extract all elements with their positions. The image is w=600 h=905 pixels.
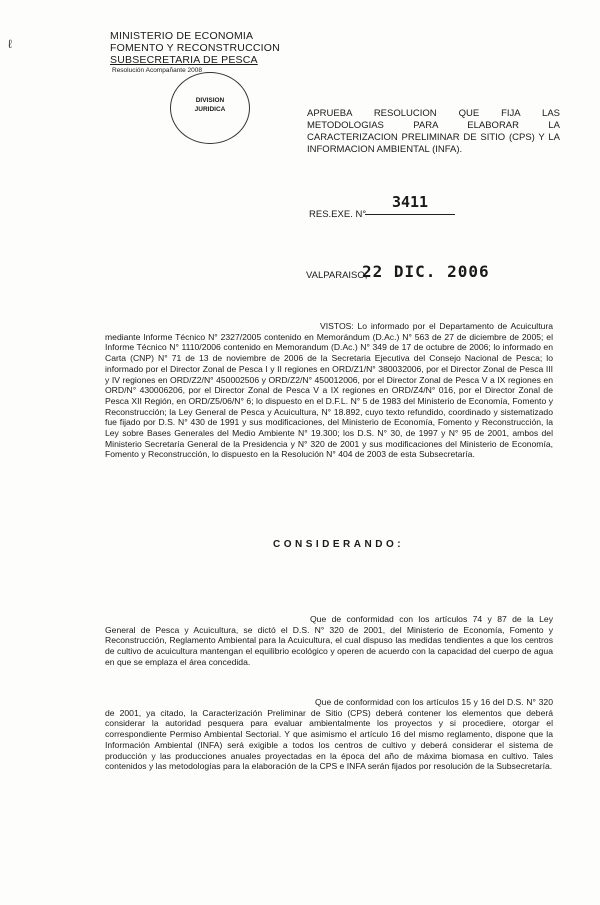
header-note: Resolución Acompañante 2008 xyxy=(112,67,202,74)
ministry-line-3: SUBSECRETARIA DE PESCA xyxy=(110,54,258,66)
date-city: VALPARAISO, xyxy=(306,270,368,281)
ministry-line-2: FOMENTO Y RECONSTRUCCION xyxy=(110,42,280,54)
stamp-line-1: DIVISION xyxy=(195,97,225,104)
division-juridica-stamp xyxy=(170,72,250,144)
considerando-heading: CONSIDERANDO: xyxy=(273,539,405,550)
resolution-subject: APRUEBA RESOLUCION QUE FIJA LAS METODOLOGIAS PARA ELABORAR LA CARACTERIZACION PRELIMINAR DE SITIO (CPS) Y LA INFORMACION AMBIENTAL (INFA). xyxy=(307,108,560,155)
resolution-number-label: RES.EXE. N° xyxy=(309,209,367,220)
date-stamp: 22 DIC. 2006 xyxy=(362,262,490,281)
considerando-p1-text: Que de conformidad con los artículos 74 y 87 de la Ley General de Pesca y Acuicultura, se dictó el D.S. N° 320 de 2001, del Ministerio de Economía, Fomento y Reconstrucción, Reglamento Ambiental para la Acuicultura, el cual dispuso las medidas tendientes a que los centros de cultivo de acuicultura mantengan el equilibrio ecológico y operen de acuerdo con la capacidad del cuerpo de agua en que se emplaza el área concedida. xyxy=(105,614,553,667)
resolution-number: 3411 xyxy=(365,193,455,215)
vistos-paragraph xyxy=(105,321,553,460)
vistos-text: Lo informado por el Departamento de Acuicultura mediante Informe Técnico N° 2327/2005 contenido en Memorándum (D.Ac.) N° 563 de 27 de diciembre de 2005; el Informe Técnico N° 1110/2006 contenido en Memorandum (D.Ac.) N° 349 de 17 de octubre de 2006; lo informado en Carta (CNP) N° 71 de 13 de noviembre de 2006 de la Secretaria Ejecutiva del Consejo Nacional de Pesca; lo informado por el Director Zonal de Pesca I y II regiones en ORD/Z1/N° 380032006, por el Director Zonal de Pesca III y IV regiones en ORD/Z2/N° 450002506 y ORD/Z2/N° 450012006, por el Director Zonal de Pesca V a IX regiones en ORD/N° 430006206, por el Director Zonal de Pesca V a IX regiones en ORD/Z4/N° 016, por el Director Zonal de Pesca XII Región, en ORD/Z5/06/N° 6; lo dispuesto en el D.F.L. N° 5 de 1983 del Ministerio de Economía, Fomento y Reconstrucción; la Ley General de Pesca y Acuicultura, N° 18.892, cuyo texto refundido, coordinado y sistematizado fue fijado por D.S. N° 430 de 1991 y sus modificaciones, del Ministerio de Economía, Fomento y Reconstrucción, la Ley sobre Bases Generales del Medio Ambiente N° 19.300; los D.S. N° 30, de 1997 y N° 95 de 2001, ambos del Ministerio Secretaría General de la Presidencia y N° 320 de 2001 y sus modificaciones del Ministerio de Economía, Fomento y Reconstrucción, lo dispuesto en la Resolución N° 404 de 2003 de esta Subsecretaría. xyxy=(105,321,554,460)
margin-annotation: ℓ xyxy=(8,37,12,51)
stamp-line-2: JURIDICA xyxy=(194,106,226,113)
considerando-paragraph-2 xyxy=(105,697,553,772)
vistos-lead: VISTOS: xyxy=(320,321,354,331)
considerando-p2-text: Que de conformidad con los artículos 15 y 16 del D.S. N° 320 de 2001, ya citado, la Caracterización Preliminar de Sitio (CPS) deberá contener los elementos que deberá considerar la autoridad pesquera para evaluar ambientalmente los proyectos y si procediere, otorgar el correspondiente Permiso Ambiental Sectorial. Y que asimismo el artículo 16 del mismo reglamento, dispone que la Información Ambiental (INFA) será exigible a todos los centros de cultivo y deberá considerar el sistema de producción y las producciones anuales proyectadas en la época del año de máxima biomasa en cultivo. Tales contenidos y las metodologías para la elaboración de la CPS e INFA serán fijados por resolución de la Subsecretaría. xyxy=(105,697,553,772)
considerando-paragraph-1 xyxy=(105,614,553,668)
ministry-line-1: MINISTERIO DE ECONOMIA xyxy=(110,30,254,42)
